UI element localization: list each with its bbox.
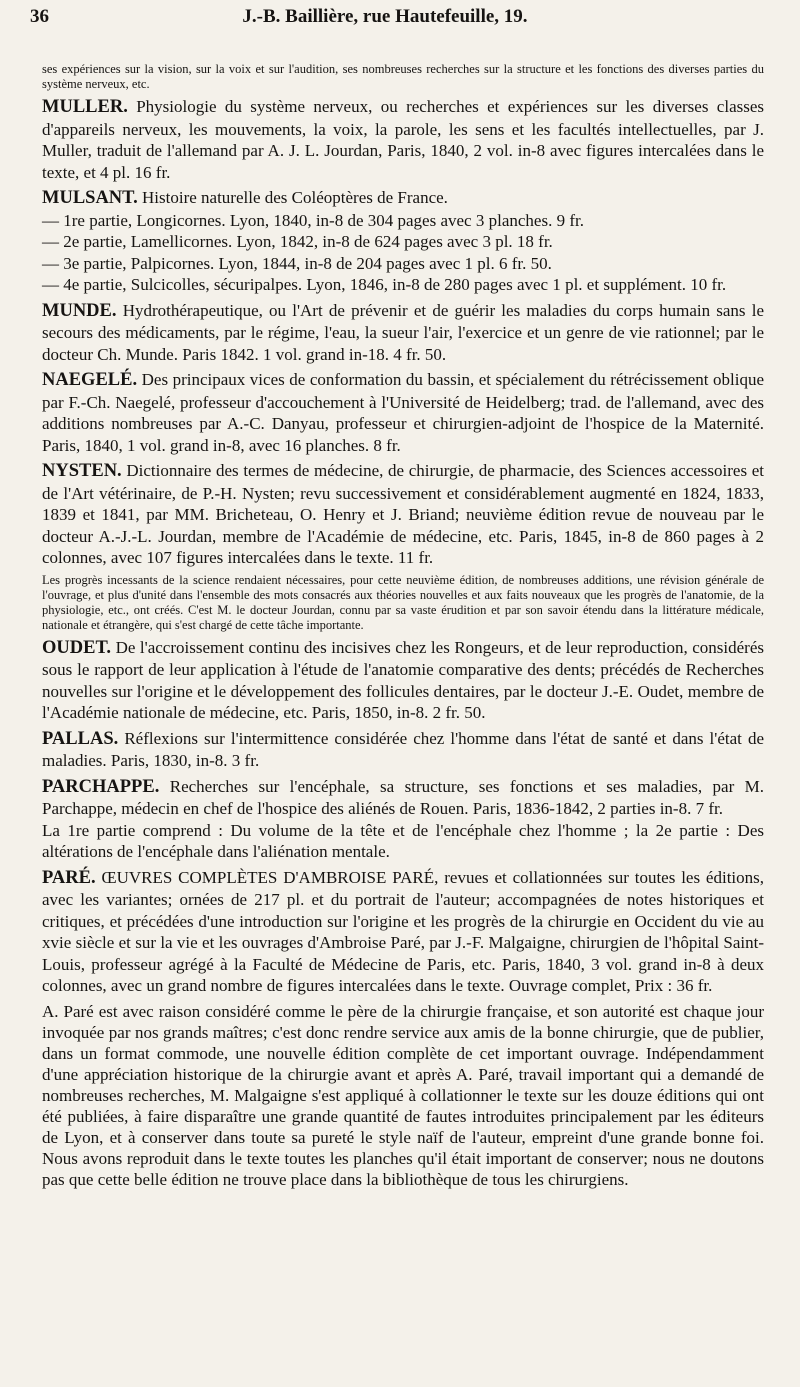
- entry-parchappe: [42, 776, 764, 863]
- entry-volume-line: — 4e partie, Sulcicolles, sécuripalpes. Lyon, 1846, in-8 de 280 pages avec 1 pl. et supplément. 10 fr.: [42, 275, 727, 294]
- entry-volume-line: — 2e partie, Lamellicornes. Lyon, 1842, in-8 de 624 pages avec 3 pl. 18 fr.: [42, 232, 553, 251]
- entry-pallas: [42, 728, 764, 772]
- continued-note: ses expériences sur la vision, sur la voix et sur l'audition, ses nombreuses recherches sur la structure et les fonctions des diverses parties du système nerveux, etc.: [42, 62, 764, 91]
- entry-author: MULSANT.: [42, 188, 138, 208]
- running-header: [30, 6, 770, 28]
- entry-volume-line: — 1re partie, Longicornes. Lyon, 1840, in-8 de 304 pages avec 3 planches. 9 fr.: [42, 210, 584, 230]
- entry-mulsant: [42, 187, 764, 296]
- entry-nysten: [42, 460, 764, 569]
- entry-text: Dictionnaire des termes de médecine, de chirurgie, de pharmacie, des Sciences accessoires et de l'Art vétérinaire, de P.-H. Nysten; revu successivement et considérablement augmenté en 1824, 1833, 1839 et 1841, par MM. Bricheteau, O. Henry et J. Briand; neuvième édition revue de nouveau par le docteur A.-J.-L. Jourdan, membre de l'Académie de médecine, etc. Paris, 1845, in-8 de 860 pages à 2 colonnes, avec 107 figures intercalées dans le texte. 11 fr.: [42, 461, 764, 567]
- page-number: 36: [30, 6, 49, 27]
- entry-author: PARCHAPPE.: [42, 776, 160, 797]
- entry-naegele: [42, 369, 764, 456]
- entry-description: A. Paré est avec raison considéré comme le père de la chirurgie française, et son autorité est chaque jour invoquée par nos grands maîtres; c'est donc rendre service aux amis de la bonne chirurgie, que de publier, dans un format commode, une nouvelle édition complète de cet important ouvrage. Indépendamment d'une appréciation historique de la chirurgie avant et après A. Paré, travail important qui a demandé de nombreuses recherches, M. Malgaigne s'est appliqué à collationner le texte sur les douze éditions qui ont été publiées, à faire disparaître une grande quantité de fautes introduites principalement par les éditeurs de Lyon, et à conserver dans toute sa pureté le style naïf de l'auteur, empreint d'une grande bonne foi. Nous avons reproduit dans le texte toutes les planches qu'il était important de conserver; nous ne doutons pas que cette belle édition ne trouve place dans la bibliothèque de tous les chirurgiens.: [42, 1001, 764, 1189]
- entry-muller: [42, 96, 764, 183]
- entry-text: Hydrothérapeutique, ou l'Art de prévenir et de guérir les maladies du corps humain sans le secours des médicaments, par le régime, l'eau, la sueur l'air, l'exercice et un genre de vie rationnel; par le docteur Ch. Munde. Paris 1842. 1 vol. grand in-18. 4 fr. 50.: [42, 300, 764, 364]
- entry-text: Histoire naturelle des Coléoptères de France.: [142, 188, 448, 207]
- entry-author: OUDET.: [42, 637, 112, 658]
- entry-author: MULLER.: [42, 97, 128, 117]
- entry-pare: [42, 867, 764, 997]
- entry-note: La 1re partie comprend : Du volume de la tête et de l'encéphale chez l'homme ; la 2e partie : Des altérations de l'encéphale dans l'aliénation mentale.: [42, 820, 764, 861]
- entry-author: NYSTEN.: [42, 461, 122, 481]
- entry-text: Recherches sur l'encéphale, sa structure, ses fonctions et ses maladies, par M. Parchappe, médecin en chef de l'hospice des aliénés de Rouen. Paris, 1836-1842, 2 parties in-8. 7 fr.: [42, 776, 765, 818]
- entry-author: NAEGELÉ.: [42, 370, 138, 390]
- entry-note: Les progrès incessants de la science rendaient nécessaires, pour cette neuvième édition, de nombreuses additions, une révision générale de l'ouvrage, et plus d'unité dans l'ensemble des mots consacrés aux théories nouvelles et aux faits nouveaux que les progrès de l'anatomie, de la physiologie, etc., ont créés. C'est M. le docteur Jourdan, connu par sa vaste érudition et par son savoir étendu dans la littérature médicale, nationale et étrangère, qui s'est chargé de cette tâche importante.: [42, 572, 764, 632]
- catalog-entries: [42, 62, 764, 1190]
- entry-author: MUNDE.: [42, 300, 117, 321]
- entry-oudet: [42, 637, 764, 724]
- running-title: J.-B. Baillière, rue Hautefeuille, 19.: [242, 6, 528, 27]
- entry-text: Des principaux vices de conformation du bassin, et spécialement du rétrécissement oblique par F.-Ch. Naegelé, professeur d'accouchement à l'Université de Heidelberg; trad. de l'allemand, avec des additions nombreuses par A.-C. Danyau, professeur et chirurgien-adjoint de l'hospice de la Maternité. Paris, 1840, 1 vol. grand in-8, avec 16 planches. 8 fr.: [42, 370, 764, 455]
- entry-munde: [42, 300, 764, 366]
- entry-text: Physiologie du système nerveux, ou recherches et expériences sur les diverses classes d'appareils nerveux, les mouvements, la voix, la parole, les sens et les facultés intellectuelles, par J. Muller, traduit de l'allemand par A. J. L. Jourdan, Paris, 1840, 2 vol. in-8 avec figures intercalées dans le texte, et 4 pl. 16 fr.: [42, 97, 765, 182]
- entry-author: PALLAS.: [42, 728, 119, 749]
- entry-text: ŒUVRES COMPLÈTES D'AMBROISE PARÉ, revues et collationnées sur toutes les éditions, avec les variantes; ornées de 217 pl. et du portrait de l'auteur; accompagnées de notes historiques et critiques, et précédées d'une introduction sur l'origine et les progrès de la chirurgie en Occident du vie au xvie siècle et sur la vie et les ouvrages d'Ambroise Paré, par J.-F. Malgaigne, chirurgien de l'hôpital Saint-Louis, professeur agrégé à la Faculté de Médecine de Paris, etc. Paris, 1840, 3 vol. grand in-8 à deux colonnes, avec un grand nombre de figures intercalées dans le texte. Ouvrage complet, Prix : 36 fr.: [42, 867, 765, 995]
- entry-volume-line: — 3e partie, Palpicornes. Lyon, 1844, in-8 de 204 pages avec 1 pl. 6 fr. 50.: [42, 253, 552, 273]
- entry-text: Réflexions sur l'intermittence considérée chez l'homme dans l'état de santé et dans l'état de maladies. Paris, 1830, in-8. 3 fr.: [42, 728, 764, 770]
- entry-author: PARÉ.: [42, 867, 96, 888]
- entry-text: De l'accroissement continu des incisives chez les Rongeurs, et de leur reproduction, considérés sous le rapport de leur application à l'étude de l'anatomie comparative des dents; précédés de Recherches nouvelles sur l'origine et le développement des follicules dentaires, par le docteur J.-E. Oudet, membre de l'Académie nationale de médecine, etc. Paris, 1850, in-8. 2 fr. 50.: [42, 637, 764, 722]
